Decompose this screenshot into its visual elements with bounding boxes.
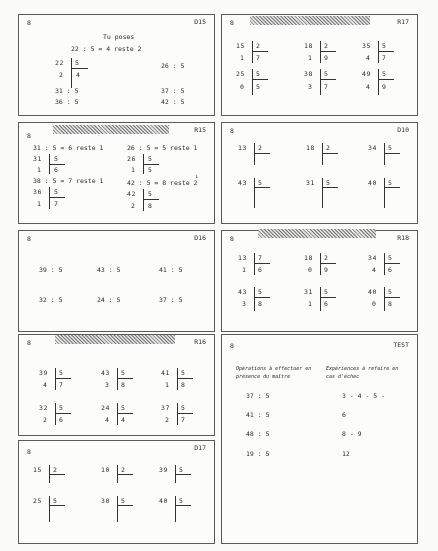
card-d16 [18,230,215,332]
card-r17 [221,14,418,116]
division-vertical-line [378,69,379,95]
divisor: 5 [388,144,393,152]
division-horizontal-line [320,79,336,80]
test-reference: 6 [342,411,346,419]
card-r18 [221,230,418,332]
dividend: 39 [159,466,169,474]
exercise: 41 : 5 [159,266,183,274]
divisor: 5 [121,404,126,412]
divisor: 5 [148,190,153,198]
division-horizontal-line [117,505,133,506]
dividend: 31 [304,288,314,296]
divisor: 5 [256,70,261,78]
quotient: 8 [148,202,153,210]
division-horizontal-line [320,297,336,298]
division-vertical-line [254,253,255,275]
quotient: 5 [148,166,153,174]
quotient: 7 [256,54,261,62]
divisor: 5 [121,497,126,505]
dividend: 43 [238,179,248,187]
dividend: 15 [33,466,43,474]
division-horizontal-line [175,505,191,506]
division-vertical-line [49,496,50,522]
dividend: 13 [238,144,248,152]
division-vertical-line [117,496,118,522]
divisor: 5 [382,70,387,78]
division-horizontal-line [117,378,133,379]
division-vertical-line [384,287,385,311]
remainder: 0 [372,300,377,308]
division-vertical-line [384,178,385,208]
column-heading-experiences: Expériences à refaire en cas d'échec [326,366,399,380]
division-vertical-line [322,178,323,208]
division-horizontal-line [384,187,400,188]
exercise: 37 : 5 [161,87,185,95]
quotient: 8 [258,300,263,308]
division-vertical-line [71,58,72,88]
dividend: 31 [33,155,43,163]
remainder: 0 [308,266,313,274]
division-horizontal-line [117,474,133,475]
remainder: 4 [372,266,377,274]
remainder: 1 [240,54,245,62]
dividend: 32 [39,404,49,412]
card-number: 8 [27,132,31,140]
divisor: 2 [258,144,263,152]
exercise: 31 : 5 [55,87,79,95]
division-vertical-line [254,178,255,208]
test-reference: 12 [342,450,350,458]
dividend: 40 [368,179,378,187]
card-code: D17 [194,444,206,452]
remainder: 2 [131,202,136,210]
division-horizontal-line [177,378,193,379]
test-reference: 8 - 9 [342,430,362,438]
test-operation: 37 : 5 [246,392,270,400]
division-vertical-line [143,189,144,211]
divisor: 2 [324,42,329,50]
divisor: 5 [54,188,59,196]
quotient: 4 [121,416,126,424]
card-number: 8 [27,235,31,243]
division-horizontal-line [254,187,270,188]
division-horizontal-line [254,263,270,264]
division-horizontal-line [117,413,133,414]
card-code: D16 [194,234,206,242]
dividend: 18 [306,144,316,152]
equation-line: 42 : 5 = 8 reste 2 [127,179,198,187]
card-code: R15 [194,126,206,134]
dividend: 31 [306,179,316,187]
quotient: 7 [324,83,329,91]
divisor: 2 [326,144,331,152]
card-number: 8 [27,448,31,456]
quotient: 6 [258,266,263,274]
division-vertical-line [384,253,385,275]
worked-equation: 22 : 5 = 4 reste 2 [71,45,142,53]
dividend: 49 [362,70,372,78]
dividend: 41 [161,369,171,377]
divisor: 7 [258,254,263,262]
remainder: 3 [308,83,313,91]
arrow-mark: ↓ [195,173,199,180]
divisor: 5 [382,42,387,50]
division-horizontal-line [322,187,338,188]
card-test [221,334,418,544]
column-heading-operations: Opérations à effectuer en présence du maître [236,366,312,380]
quotient: 8 [181,381,186,389]
card-code: TEST [393,341,409,349]
card-number: 8 [230,127,234,135]
dividend: 43 [238,288,248,296]
quotient: 8 [121,381,126,389]
division-horizontal-line [320,263,336,264]
remainder: 2 [165,416,170,424]
division-vertical-line [320,287,321,311]
dividend: 13 [238,254,248,262]
dividend: 30 [101,497,111,505]
remainder: 1 [165,381,170,389]
hatched-band [250,16,370,25]
divisor: 2 [53,466,58,474]
card-number: 8 [27,339,31,347]
card-code: D15 [194,18,206,26]
test-reference: 3 - 4 - 5 - [342,392,386,400]
division-vertical-line [117,368,118,390]
divisor: 5 [179,497,184,505]
remainder: 2 [59,71,64,79]
dividend: 43 [101,369,111,377]
exercise: 43 : 5 [97,266,121,274]
dividend: 35 [362,42,372,50]
divisor: 5 [324,70,329,78]
division-horizontal-line [49,505,65,506]
divisor: 5 [258,288,263,296]
remainder: 3 [105,381,110,389]
division-vertical-line [55,403,56,425]
division-vertical-line [252,41,253,63]
divisor: 5 [148,155,153,163]
dividend: 18 [304,254,314,262]
card-d10 [221,122,418,224]
quotient: 7 [54,200,59,208]
dividend: 25 [236,70,246,78]
divisor: 5 [324,288,329,296]
division-horizontal-line [320,51,336,52]
remainder: 4 [43,381,48,389]
division-vertical-line [254,143,255,165]
card-code: R16 [194,338,206,346]
remainder: 0 [240,83,245,91]
dividend: 22 [55,59,65,67]
dividend: 26 [127,155,137,163]
card-r15 [18,122,215,224]
dividend: 38 [304,70,314,78]
hatched-band [53,125,169,134]
division-horizontal-line [252,51,268,52]
quotient: 7 [59,381,64,389]
card-number: 8 [230,19,234,27]
divisor: 5 [121,369,126,377]
card-d17 [18,440,215,544]
division-horizontal-line [143,199,159,200]
dividend: 40 [368,288,378,296]
dividend: 37 [161,404,171,412]
division-horizontal-line [177,413,193,414]
dividend: 34 [368,144,378,152]
division-horizontal-line [254,153,270,154]
divisor: 5 [59,369,64,377]
divisor: 5 [388,288,393,296]
card-d15-a [18,14,215,116]
remainder: 3 [242,300,247,308]
card-number: 8 [230,342,234,350]
quotient: 6 [59,416,64,424]
division-vertical-line [320,253,321,275]
quotient: 7 [382,54,387,62]
equation-line: 38 : 5 = 7 reste 1 [33,177,104,185]
exercise: 36 : 5 [55,98,79,106]
test-operation: 19 : 5 [246,450,270,458]
division-horizontal-line [322,153,338,154]
exercise: 32 : 5 [39,296,63,304]
division-horizontal-line [384,263,400,264]
dividend: 40 [159,497,169,505]
exercise: 42 : 5 [161,98,185,106]
division-vertical-line [384,143,385,165]
card-code: D10 [397,126,409,134]
division-horizontal-line [143,164,159,165]
division-horizontal-line [378,79,394,80]
divisor: 5 [59,404,64,412]
division-horizontal-line [49,474,65,475]
quotient: 6 [324,300,329,308]
equation-line: 31 : 5 = 6 reste 1 [33,144,104,152]
card-code: R18 [397,234,409,242]
dividend: 10 [101,466,111,474]
quotient: 9 [382,83,387,91]
division-horizontal-line [252,79,268,80]
card-number: 8 [230,235,234,243]
quotient: 6 [388,266,393,274]
quotient: 5 [256,83,261,91]
remainder: 1 [242,266,247,274]
card-code: R17 [397,18,409,26]
divisor: 5 [75,59,80,67]
dividend: 34 [368,254,378,262]
hatched-band [55,335,175,344]
division-horizontal-line [254,297,270,298]
divisor: 5 [388,254,393,262]
divisor: 5 [54,155,59,163]
dividend: 25 [33,497,43,505]
remainder: 2 [43,416,48,424]
division-vertical-line [320,41,321,63]
remainder: 4 [105,416,110,424]
exercise: 39 : 5 [39,266,63,274]
division-horizontal-line [378,51,394,52]
division-vertical-line [252,69,253,95]
division-vertical-line [177,403,178,425]
instruction-text: Tu poses [103,33,135,41]
remainder: 1 [308,300,313,308]
divisor: 5 [179,466,184,474]
quotient: 9 [324,266,329,274]
division-horizontal-line [175,474,191,475]
exercise: 37 : 5 [159,296,183,304]
divisor: 5 [53,497,58,505]
division-vertical-line [378,41,379,63]
dividend: 39 [39,369,49,377]
dividend: 18 [304,42,314,50]
equation-line: 26 : 5 = 5 reste 1 [127,144,198,152]
remainder: 1 [131,166,136,174]
division-vertical-line [49,187,50,209]
division-vertical-line [320,69,321,95]
dividend: 15 [236,42,246,50]
divisor: 5 [181,404,186,412]
division-vertical-line [175,496,176,522]
remainder: 4 [366,83,371,91]
dividend: 24 [101,404,111,412]
divisor: 5 [258,179,263,187]
remainder: 4 [366,54,371,62]
divisor: 2 [121,466,126,474]
dividend: 36 [33,188,43,196]
quotient: 9 [324,54,329,62]
division-vertical-line [254,287,255,311]
dividend: 42 [127,190,137,198]
remainder: 1 [37,200,42,208]
division-vertical-line [177,368,178,390]
card-r16 [18,334,215,436]
division-vertical-line [55,368,56,390]
divisor: 5 [181,369,186,377]
exercise: 26 : 5 [161,62,185,70]
exercise: 24 : 5 [97,296,121,304]
division-horizontal-line [384,153,400,154]
division-horizontal-line [49,164,65,165]
divisor: 5 [388,179,393,187]
divisor: 5 [326,179,331,187]
test-operation: 48 : 5 [246,430,270,438]
quotient: 8 [388,300,393,308]
remainder: 1 [37,166,42,174]
division-horizontal-line [49,197,65,198]
division-horizontal-line [71,68,88,69]
division-horizontal-line [384,297,400,298]
quotient: 4 [76,71,81,79]
test-operation: 41 : 5 [246,411,270,419]
card-number: 8 [27,19,31,27]
quotient: 7 [181,416,186,424]
remainder: 1 [308,54,313,62]
division-horizontal-line [55,413,71,414]
division-horizontal-line [55,378,71,379]
hatched-band [258,229,376,238]
division-vertical-line [117,403,118,425]
divisor: 2 [324,254,329,262]
divisor: 2 [256,42,261,50]
quotient: 6 [54,166,59,174]
division-vertical-line [322,143,323,165]
